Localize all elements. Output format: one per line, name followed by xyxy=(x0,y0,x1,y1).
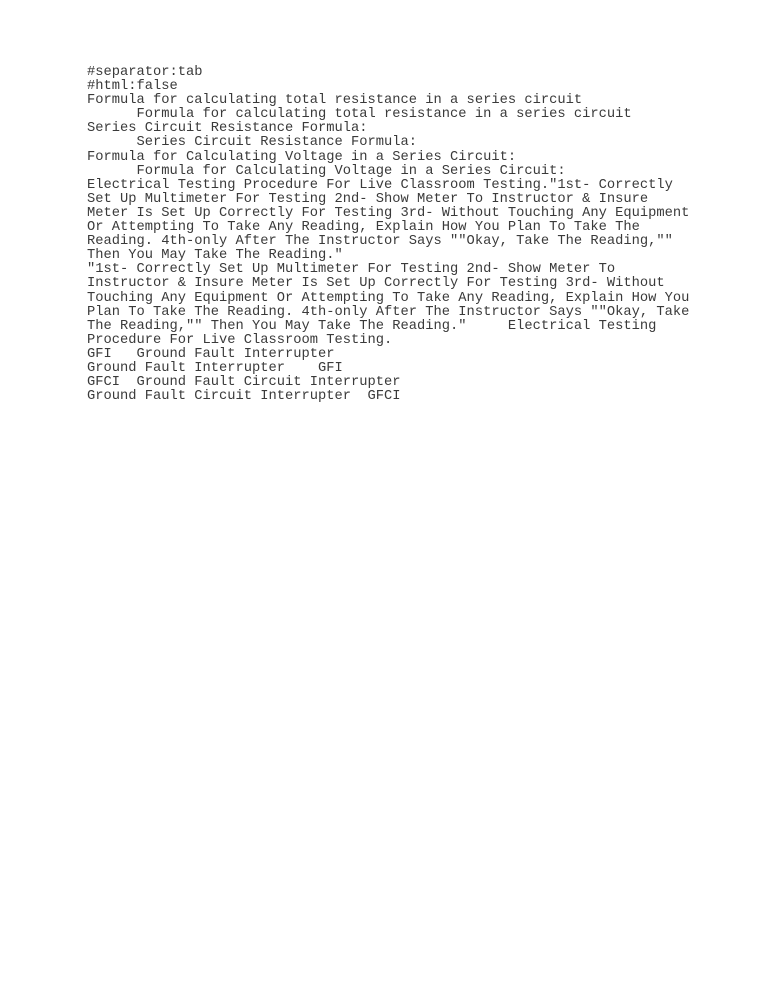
card-front-line: Series Circuit Resistance Formula: xyxy=(87,121,368,137)
card-text-line: Or Attempting To Take Any Reading, Explain How You Plan To Take The xyxy=(87,220,640,236)
card-text-line: Electrical Testing Procedure For Live Classroom Testing."1st- Correctly xyxy=(87,177,673,193)
card-back-line: Formula for Calculating Voltage in a Series Circuit: xyxy=(87,163,566,179)
card-back-line: Ground Fault Circuit Interrupter GFCI xyxy=(87,389,401,405)
card-text-line: Meter Is Set Up Correctly For Testing 3rd- Without Touching Any Equipment xyxy=(87,205,690,221)
card-text-line: Instructor & Insure Meter Is Set Up Correctly For Testing 3rd- Without xyxy=(87,276,665,292)
card-text-line: Procedure For Live Classroom Testing. xyxy=(87,332,393,348)
card-back-line: Series Circuit Resistance Formula: xyxy=(87,135,418,151)
card-text-line: Set Up Multimeter For Testing 2nd- Show Meter To Instructor & Insure xyxy=(87,191,649,207)
card-text-line: Plan To Take The Reading. 4th-only After The Instructor Says ""Okay, Take xyxy=(87,304,690,320)
card-front-line: Formula for calculating total resistance in a series circuit xyxy=(87,93,583,109)
card-back-line: Formula for calculating total resistance in a series circuit xyxy=(87,107,632,123)
card-front-line: Formula for Calculating Voltage in a Series Circuit: xyxy=(87,149,517,165)
header-html-line: #html:false xyxy=(87,79,178,95)
card-text-line: "1st- Correctly Set Up Multimeter For Testing 2nd- Show Meter To xyxy=(87,262,616,278)
card-back-line: Ground Fault Interrupter GFI xyxy=(87,360,343,376)
header-separator-line: #separator:tab xyxy=(87,65,203,80)
text-document xyxy=(87,66,747,404)
card-front-line: GFI Ground Fault Interrupter xyxy=(87,346,335,362)
card-text-line: Touching Any Equipment Or Attempting To Take Any Reading, Explain How You xyxy=(87,290,690,306)
card-text-line: Reading. 4th-only After The Instructor Says ""Okay, Take The Reading,"" xyxy=(87,234,673,250)
card-text-line: Then You May Take The Reading." xyxy=(87,248,343,264)
card-text-line: The Reading,"" Then You May Take The Reading." Electrical Testing xyxy=(87,318,657,334)
card-front-line: GFCI Ground Fault Circuit Interrupter xyxy=(87,375,401,391)
